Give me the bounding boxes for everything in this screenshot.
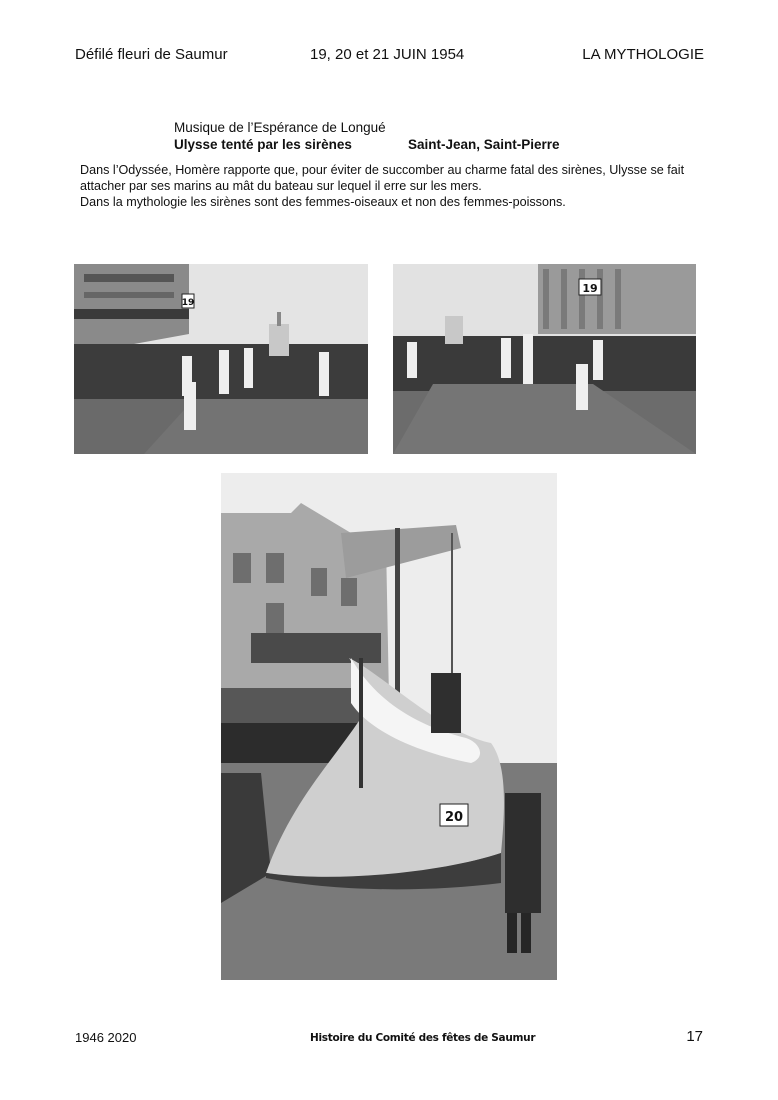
- section-title: Ulysse tenté par les sirènes: [174, 137, 352, 152]
- section-subtitle: Musique de l’Espérance de Longué: [174, 120, 386, 135]
- description: [80, 162, 710, 210]
- header-left-title: Défilé fleuri de Saumur: [75, 46, 228, 63]
- description-paragraph-1: Dans l’Odyssée, Homère rapporte que, pour éviter de succomber au charme fatal des sirènes, Ulysse se fait attacher par ses marins au mât du bateau sur lequel il erre sur les mers.: [80, 163, 685, 193]
- right-photo-sign: 19: [582, 282, 598, 295]
- float-number-sign: 20: [444, 810, 464, 825]
- footer-book-title: Histoire du Comité des fêtes de Saumur: [310, 1032, 536, 1044]
- footer-page-number: 17: [686, 1028, 703, 1045]
- section-title-right: Saint-Jean, Saint-Pierre: [408, 137, 560, 152]
- description-paragraph-2: Dans la mythologie les sirènes sont des femmes-oiseaux et non des femmes-poissons.: [80, 195, 566, 209]
- photo-band-marching-right: [393, 264, 696, 454]
- photo-band-marching-left: [74, 264, 368, 454]
- header-theme: LA MYTHOLOGIE: [582, 46, 704, 63]
- footer-years: 1946 2020: [75, 1030, 137, 1045]
- left-photo-sign: 19: [181, 298, 195, 308]
- header-date: 19, 20 et 21 JUIN 1954: [310, 46, 465, 63]
- photo-flower-float-ulysse: [221, 473, 557, 980]
- section-title-line: [174, 137, 594, 152]
